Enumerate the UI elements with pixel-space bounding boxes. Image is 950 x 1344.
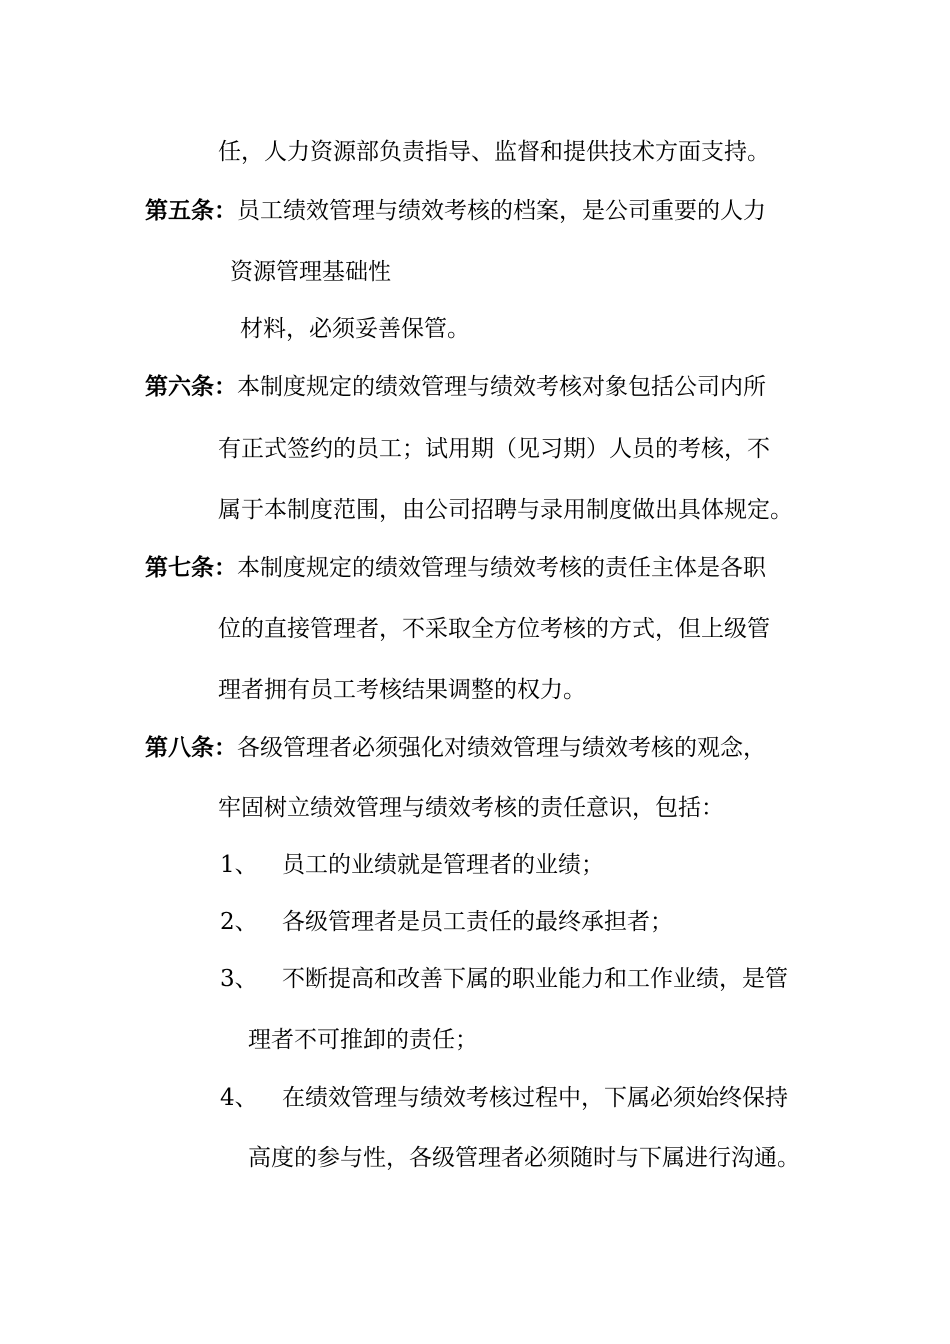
article-6-line-2: 有正式签约的员工；试用期（见习期）人员的考核，不 — [218, 436, 770, 462]
list-text: 员工的业绩就是管理者的业绩； — [282, 852, 604, 878]
article-7-line-3: 理者拥有员工考核结果调整的权力。 — [218, 677, 586, 703]
article-8-heading: 第八条： — [145, 735, 237, 761]
article-8-line-1 — [145, 733, 766, 763]
list-item-2 — [220, 907, 673, 937]
article-5-line-2: 资源管理基础性 — [230, 259, 391, 285]
list-number: 1、 — [220, 852, 258, 878]
list-number: 4、 — [220, 1085, 258, 1111]
list-number: 3、 — [220, 966, 258, 992]
article-7-text: 本制度规定的绩效管理与绩效考核的责任主体是各职 — [237, 555, 766, 581]
list-text: 在绩效管理与绩效考核过程中，下属必须始终保持 — [282, 1085, 788, 1111]
article-7-line-1 — [145, 553, 766, 583]
list-item-1 — [220, 850, 604, 880]
article-5-line-1 — [145, 196, 766, 226]
list-item-4 — [220, 1083, 788, 1113]
article-8-line-2: 牢固树立绩效管理与绩效考核的责任意识，包括： — [218, 795, 724, 821]
article-6-text: 本制度规定的绩效管理与绩效考核对象包括公司内所 — [237, 374, 766, 400]
article-6-line-1 — [145, 372, 766, 402]
list-item-3 — [220, 964, 788, 994]
list-number: 2、 — [220, 909, 258, 935]
article-5-text: 员工绩效管理与绩效考核的档案，是公司重要的人力 — [237, 198, 766, 224]
article-6-line-3: 属于本制度范围，由公司招聘与录用制度做出具体规定。 — [218, 497, 793, 523]
article-6-heading: 第六条： — [145, 374, 237, 400]
article-5-heading: 第五条： — [145, 198, 237, 224]
list-text: 各级管理者是员工责任的最终承担者； — [282, 909, 673, 935]
article-7-heading: 第七条： — [145, 555, 237, 581]
paragraph-line: 任，人力资源部负责指导、监督和提供技术方面支持。 — [218, 139, 770, 165]
article-5-line-3: 材料，必须妥善保管。 — [240, 316, 470, 342]
list-item-3-continuation: 理者不可推卸的责任； — [248, 1027, 478, 1053]
article-7-line-2: 位的直接管理者，不采取全方位考核的方式，但上级管 — [218, 616, 770, 642]
list-text: 不断提高和改善下属的职业能力和工作业绩，是管 — [282, 966, 788, 992]
article-8-text: 各级管理者必须强化对绩效管理与绩效考核的观念， — [237, 735, 766, 761]
list-item-4-continuation: 高度的参与性，各级管理者必须随时与下属进行沟通。 — [248, 1145, 800, 1171]
